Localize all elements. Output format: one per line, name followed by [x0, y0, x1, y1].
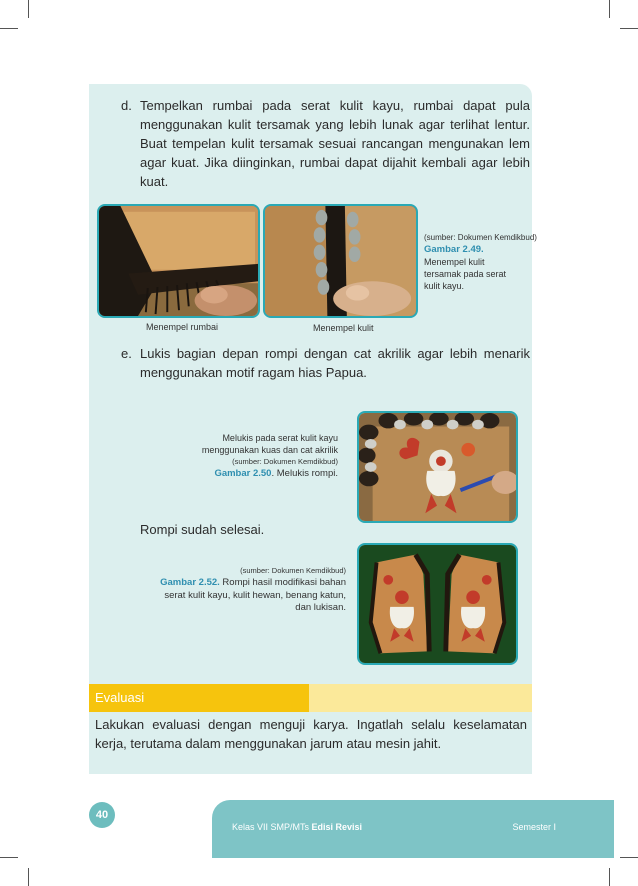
leather-photo-image — [265, 206, 416, 316]
fig249-source: (sumber: Dokumen Kemdikbud) — [424, 233, 537, 242]
step-e-text: Lukis bagian depan rompi dengan cat akrilik agar lebih menarik menggunakan motif ragam hias Papua. — [140, 346, 530, 380]
step-d-text: Tempelkan rumbai pada serat kulit kayu, rumbai dapat pula menggunakan kulit tersamak yang lebih lunak agar terlihat lentur. Buat tempelan kulit tersamak sesuai rancangan mengunakan lem agar kuat. Jika diinginkan, rumbai dapat dijahit kembali agar lebih kuat. — [140, 98, 530, 189]
footer-book-name: Kelas VII SMP/MTs — [232, 822, 312, 832]
step-e — [121, 344, 531, 384]
evaluasi-body — [89, 712, 532, 774]
photo-rompi-selesai — [357, 543, 518, 665]
fringe-photo-image — [99, 206, 258, 316]
footer-edition: Edisi Revisi — [311, 822, 363, 832]
crop-mark — [609, 0, 610, 18]
fig249-desc: Menempel kulit tersamak pada serat kulit kayu. — [424, 257, 507, 291]
fig252-desc: Rompi hasil modifikasi bahan serat kulit kayu, kulit hewan, benang katun, dan lukisan. — [164, 577, 346, 613]
fig252-title: Gambar 2.52. — [160, 577, 220, 588]
photo-melukis-rompi — [357, 411, 518, 523]
fig250-caption — [160, 468, 338, 480]
step-e-label: e. — [121, 346, 132, 361]
finished-text: Rompi sudah selesai. — [140, 522, 265, 537]
photo-menempel-rumbai — [97, 204, 260, 318]
photo-menempel-kulit — [263, 204, 418, 318]
fig250-line1: Melukis pada serat kulit kayu — [222, 433, 338, 443]
fig249-title: Gambar 2.49. — [424, 244, 484, 255]
step-d-label: d. — [121, 98, 132, 113]
footer-book — [232, 822, 362, 832]
crop-mark — [620, 857, 638, 858]
evaluasi-bar — [89, 684, 532, 712]
painting-photo-image — [359, 413, 516, 521]
vest-photo-image — [359, 545, 516, 663]
crop-mark — [28, 0, 29, 18]
footer-semester: Semester I — [512, 822, 556, 832]
evaluasi-text: Lakukan evaluasi dengan menguji karya. Ingatlah selalu keselamatan kerja, terutama dalam menggunakan jarum atau mesin jahit. — [95, 717, 527, 751]
crop-mark — [0, 28, 18, 29]
fig250-title: Gambar 2.50 — [214, 468, 272, 479]
crop-mark — [609, 868, 610, 886]
crop-mark — [28, 868, 29, 886]
fig252-caption — [160, 577, 346, 615]
fig252-source: (sumber: Dokumen Kemdikbud) — [240, 566, 346, 575]
crop-mark — [0, 857, 18, 858]
page-number: 40 — [89, 802, 115, 828]
fig250-line2: menggunakan kuas dan cat akrilik — [201, 445, 338, 455]
step-d — [121, 96, 531, 192]
fig250-source: (sumber: Dokumen Kemdikbud) — [232, 457, 338, 466]
evaluasi-heading: Evaluasi — [89, 684, 309, 712]
crop-mark — [620, 28, 638, 29]
footer-bar — [212, 800, 614, 858]
photo1-label: Menempel rumbai — [146, 322, 219, 332]
photo2-label: Menempel kulit — [313, 323, 374, 333]
fig250-desc: . Melukis rompi. — [271, 468, 338, 479]
